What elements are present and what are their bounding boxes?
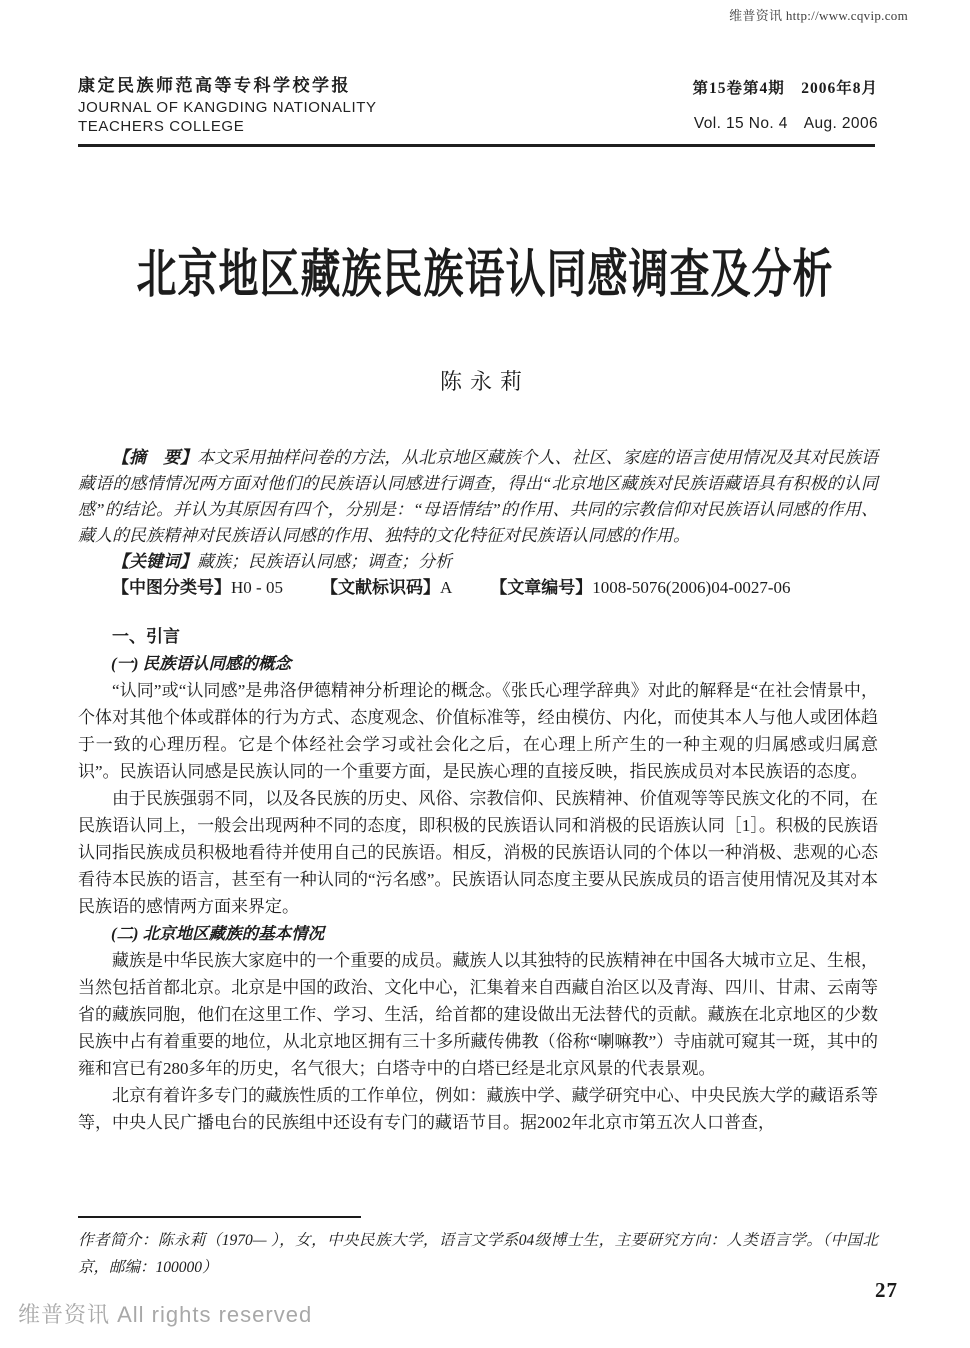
doc-code-value: A [439, 578, 453, 597]
abstract-paragraph [78, 445, 878, 549]
issue-info-cn: 第15卷第4期 2006年8月 [692, 80, 878, 97]
article-id-label: 【文章编号】 [490, 578, 593, 597]
front-matter [78, 445, 878, 601]
author-bio: 作者简介：陈永莉（1970— ），女，中央民族大学，语言文学系04级博士生，主要研究方向：人类语言学。（中国北京，邮编：100000） [78, 1232, 878, 1276]
journal-name-cn: 康定民族师范高等专科学校学报 [78, 76, 351, 95]
article-body [78, 623, 878, 1136]
classification-line [78, 575, 878, 601]
keywords-line [78, 549, 878, 575]
clc-pair [112, 578, 283, 597]
watermark-bottom: 维普资讯 All rights reserved [18, 1302, 313, 1327]
article-title-text: 北京地区藏族民族语认同感调查及分析 [136, 246, 834, 304]
article-title [0, 243, 970, 307]
page-header [78, 74, 878, 136]
article-id-value: 1008-5076(2006)04-0027-06 [592, 578, 791, 597]
subsection-heading-concept: (一) 民族语认同感的概念 [111, 654, 292, 673]
journal-name-en-line1: JOURNAL OF KANGDING NATIONALITY [78, 99, 377, 116]
issue-info-en: Vol. 15 No. 4 Aug. 2006 [693, 115, 878, 132]
section-heading-introduction: 一、引言 [112, 627, 180, 646]
clc-value: H0 - 05 [231, 578, 283, 597]
body-paragraph-3: 藏族是中华民族大家庭中的一个重要的成员。藏族人以其独特的民族精神在中国各大城市立足、生根，当然包括首都北京。北京是中国的政治、文化中心，汇集着来自西藏自治区以及青海、四川、甘肃、云南等省的藏族同胞，他们在这里工作、学习、生活，给首都的建设做出无法替代的贡献。藏族在北京地区的少数民族中占有着重要的地位，从北京地区拥有三十多所藏传佛教（俗称“喇嘛教”）寺庙就可窥其一斑，其中的雍和宫已有280多年的历史，名气很大；白塔寺中的白塔已经是北京风景的代表景观。 [78, 951, 878, 1078]
keywords-text: 藏族；民族语认同感；调查；分析 [197, 552, 452, 571]
issue-info-block [692, 74, 878, 133]
page-number: 27 [875, 1278, 898, 1302]
footnote-divider [78, 1216, 361, 1218]
body-paragraph-2: 由于民族强弱不同，以及各民族的历史、风俗、宗教信仰、民族精神、价值观等等民族文化的不同，在民族语认同上，一般会出现两种不同的态度，即积极的民族语认同和消极的民语族认同［1］。积极的民族语认同指民族成员积极地看待并使用自己的民族语。相反，消极的民族语认同的个体以一种消极、悲观的心态看待本民族的语言，甚至有一种认同的“污名感”。民族语认同态度主要从民族成员的语言使用情况及其对本民族语的感情两方面来界定。 [78, 789, 878, 916]
clc-label: 【中图分类号】 [112, 578, 231, 597]
abstract-text: 本文采用抽样问卷的方法，从北京地区藏族个人、社区、家庭的语言使用情况及其对民族语藏语的感情情况两方面对他们的民族语认同感进行调查，得出“北京地区藏族对民族语藏语具有积极的认同感”的结论。并认为其原因有四个，分别是：“母语情结”的作用、共同的宗教信仰对民族语认同感的作用、藏人的民族精神对民族语认同感的作用、独特的文化特征对民族语认同感的作用。 [78, 448, 879, 545]
journal-name-block [78, 74, 377, 136]
subsection-heading-beijing-tibetans: (二) 北京地区藏族的基本情况 [111, 924, 325, 943]
article-id-pair [490, 578, 790, 597]
body-paragraph-4: 北京有着许多专门的藏族性质的工作单位，例如：藏族中学、藏学研究中心、中央民族大学的藏语系等等，中央人民广播电台的民族组中还设有专门的藏语节目。据2002年北京市第五次人口普查， [78, 1086, 878, 1132]
footnote-block [78, 1216, 878, 1281]
article-author: 陈永莉 [439, 369, 530, 394]
watermark-top: 维普资讯 http://www.cqvip.com [729, 8, 908, 23]
doc-code-pair [321, 578, 452, 597]
body-paragraph-1: “认同”或“认同感”是弗洛伊德精神分析理论的概念。《张氏心理学辞典》对此的解释是“在社会情景中，个体对其他个体或群体的行为方式、态度观念、价值标准等，经由模仿、内化，而使其本人与他人或团体趋于一致的心理历程。它是个体经社会学习或社会化之后，在心理上所产生的一种主观的归属感或归属意识”。民族语认同感是民族认同的一个重要方面，是民族心理的直接反映，指民族成员对本民族语的态度。 [78, 681, 878, 781]
header-divider [78, 144, 875, 147]
journal-name-en-line2: TEACHERS COLLEGE [78, 118, 245, 135]
keywords-label: 【关键词】 [112, 552, 197, 571]
abstract-label: 【摘 要】 [112, 448, 198, 467]
doc-code-label: 【文献标识码】 [320, 578, 440, 597]
